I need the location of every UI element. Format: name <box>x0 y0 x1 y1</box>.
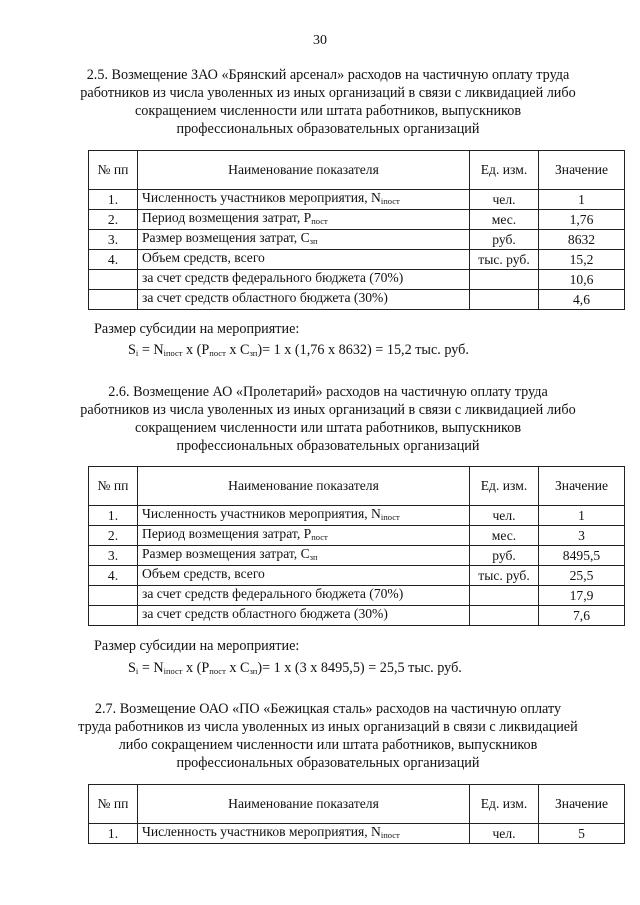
row-num <box>89 290 138 310</box>
row-name: Объем средств, всего <box>138 250 470 270</box>
row-value: 4,6 <box>539 290 625 310</box>
header-unit: Ед. изм. <box>470 151 539 190</box>
header-unit: Ед. изм. <box>470 785 539 824</box>
row-num: 2. <box>89 210 138 230</box>
table-header-row <box>89 785 625 824</box>
table-row <box>89 586 625 606</box>
page-number: 30 <box>313 33 327 48</box>
row-unit: мес. <box>470 526 539 546</box>
table-row <box>89 250 625 270</box>
table-row <box>89 546 625 566</box>
row-value: 7,6 <box>539 606 625 626</box>
row-value: 8495,5 <box>539 546 625 566</box>
table-header-row <box>89 151 625 190</box>
row-name: Численность участников мероприятия, $N_{iпост}$ <box>138 506 470 526</box>
section-title-2-6: 2.6. Возмещение АО «Пролетарий» расходов на частичную оплату труда работников из числа уволенных из иных организаций в связи с ликвидацией либо сокращением численности или штата работников, выпускников профессиональных образовательных организаций <box>80 384 576 454</box>
row-value: 25,5 <box>539 566 625 586</box>
row-value: 3 <box>539 526 625 546</box>
row-name: за счет средств областного бюджета (30%) <box>138 290 470 310</box>
row-unit <box>470 290 539 310</box>
row-num: 1. <box>89 190 138 210</box>
row-name: Размер возмещения затрат, $C_{зп}$ <box>138 546 470 566</box>
row-value: 8632 <box>539 230 625 250</box>
subsidy-formula-2-6: $S_i = N_{iпост}$ x ($P_{пост}$ x $C_{зп})= 1$ x (3 x 8495,5) = 25,5 тыс. руб. <box>128 660 462 676</box>
indicator-table-2-5 <box>88 150 625 310</box>
row-unit <box>470 606 539 626</box>
subsidy-label-2-5: Размер субсидии на мероприятие: <box>94 321 300 337</box>
header-name: Наименование показателя <box>138 785 470 824</box>
row-unit: чел. <box>470 824 539 844</box>
header-unit: Ед. изм. <box>470 467 539 506</box>
table-row <box>89 290 625 310</box>
row-name: Период возмещения затрат, $P_{пост}$ <box>138 526 470 546</box>
row-unit: руб. <box>470 230 539 250</box>
header-num: № пп <box>89 151 138 190</box>
row-value: 15,2 <box>539 250 625 270</box>
table-row <box>89 270 625 290</box>
row-num <box>89 270 138 290</box>
table-row <box>89 526 625 546</box>
row-num: 3. <box>89 546 138 566</box>
row-name: Период возмещения затрат, $P_{пост}$ <box>138 210 470 230</box>
header-name: Наименование показателя <box>138 151 470 190</box>
row-num <box>89 586 138 606</box>
indicator-table-2-6 <box>88 466 625 626</box>
table-row <box>89 190 625 210</box>
row-unit: руб. <box>470 546 539 566</box>
row-value: 5 <box>539 824 625 844</box>
table-row <box>89 230 625 250</box>
header-num: № пп <box>89 467 138 506</box>
row-unit: тыс. руб. <box>470 250 539 270</box>
row-unit: чел. <box>470 190 539 210</box>
row-num <box>89 606 138 626</box>
row-value: 1,76 <box>539 210 625 230</box>
subsidy-label-2-6: Размер субсидии на мероприятие: <box>94 638 300 654</box>
row-unit: чел. <box>470 506 539 526</box>
indicator-table-2-7 <box>88 784 625 844</box>
row-num: 3. <box>89 230 138 250</box>
row-unit <box>470 270 539 290</box>
header-name: Наименование показателя <box>138 467 470 506</box>
table-row <box>89 824 625 844</box>
table-header-row <box>89 467 625 506</box>
row-value: 17,9 <box>539 586 625 606</box>
row-num: 1. <box>89 824 138 844</box>
row-name: за счет средств федерального бюджета (70%) <box>138 586 470 606</box>
table-row <box>89 566 625 586</box>
row-name: за счет средств федерального бюджета (70%) <box>138 270 470 290</box>
row-name: за счет средств областного бюджета (30%) <box>138 606 470 626</box>
row-unit: мес. <box>470 210 539 230</box>
row-name: Численность участников мероприятия, $N_{iпост}$ <box>138 824 470 844</box>
row-name: Численность участников мероприятия, $N_{iпост}$ <box>138 190 470 210</box>
section-title-2-7: 2.7. Возмещение ОАО «ПО «Бежицкая сталь» расходов на частичную оплату труда работников из числа уволенных из иных организаций в связи с ликвидацией либо сокращением численности или штата работников, выпускников профессиональных образовательных организаций <box>78 701 578 771</box>
section-title-2-5: 2.5. Возмещение ЗАО «Брянский арсенал» расходов на частичную оплату труда работников из числа уволенных из иных организаций в связи с ликвидацией либо сокращением численности или штата работников, выпускников профессиональных образовательных организаций <box>80 67 576 137</box>
row-name: Объем средств, всего <box>138 566 470 586</box>
header-num: № пп <box>89 785 138 824</box>
header-value: Значение <box>539 151 625 190</box>
row-num: 4. <box>89 566 138 586</box>
row-num: 1. <box>89 506 138 526</box>
row-value: 10,6 <box>539 270 625 290</box>
table-row <box>89 606 625 626</box>
row-unit: тыс. руб. <box>470 566 539 586</box>
row-num: 2. <box>89 526 138 546</box>
row-name: Размер возмещения затрат, $C_{зп}$ <box>138 230 470 250</box>
row-value: 1 <box>539 506 625 526</box>
header-value: Значение <box>539 467 625 506</box>
row-unit <box>470 586 539 606</box>
subsidy-formula-2-5: $S_i = N_{iпост}$ x ($P_{пост}$ x $C_{зп})= 1$ x (1,76 x 8632) = 15,2 тыс. руб. <box>128 342 469 358</box>
row-value: 1 <box>539 190 625 210</box>
table-row <box>89 210 625 230</box>
row-num: 4. <box>89 250 138 270</box>
header-value: Значение <box>539 785 625 824</box>
table-row <box>89 506 625 526</box>
